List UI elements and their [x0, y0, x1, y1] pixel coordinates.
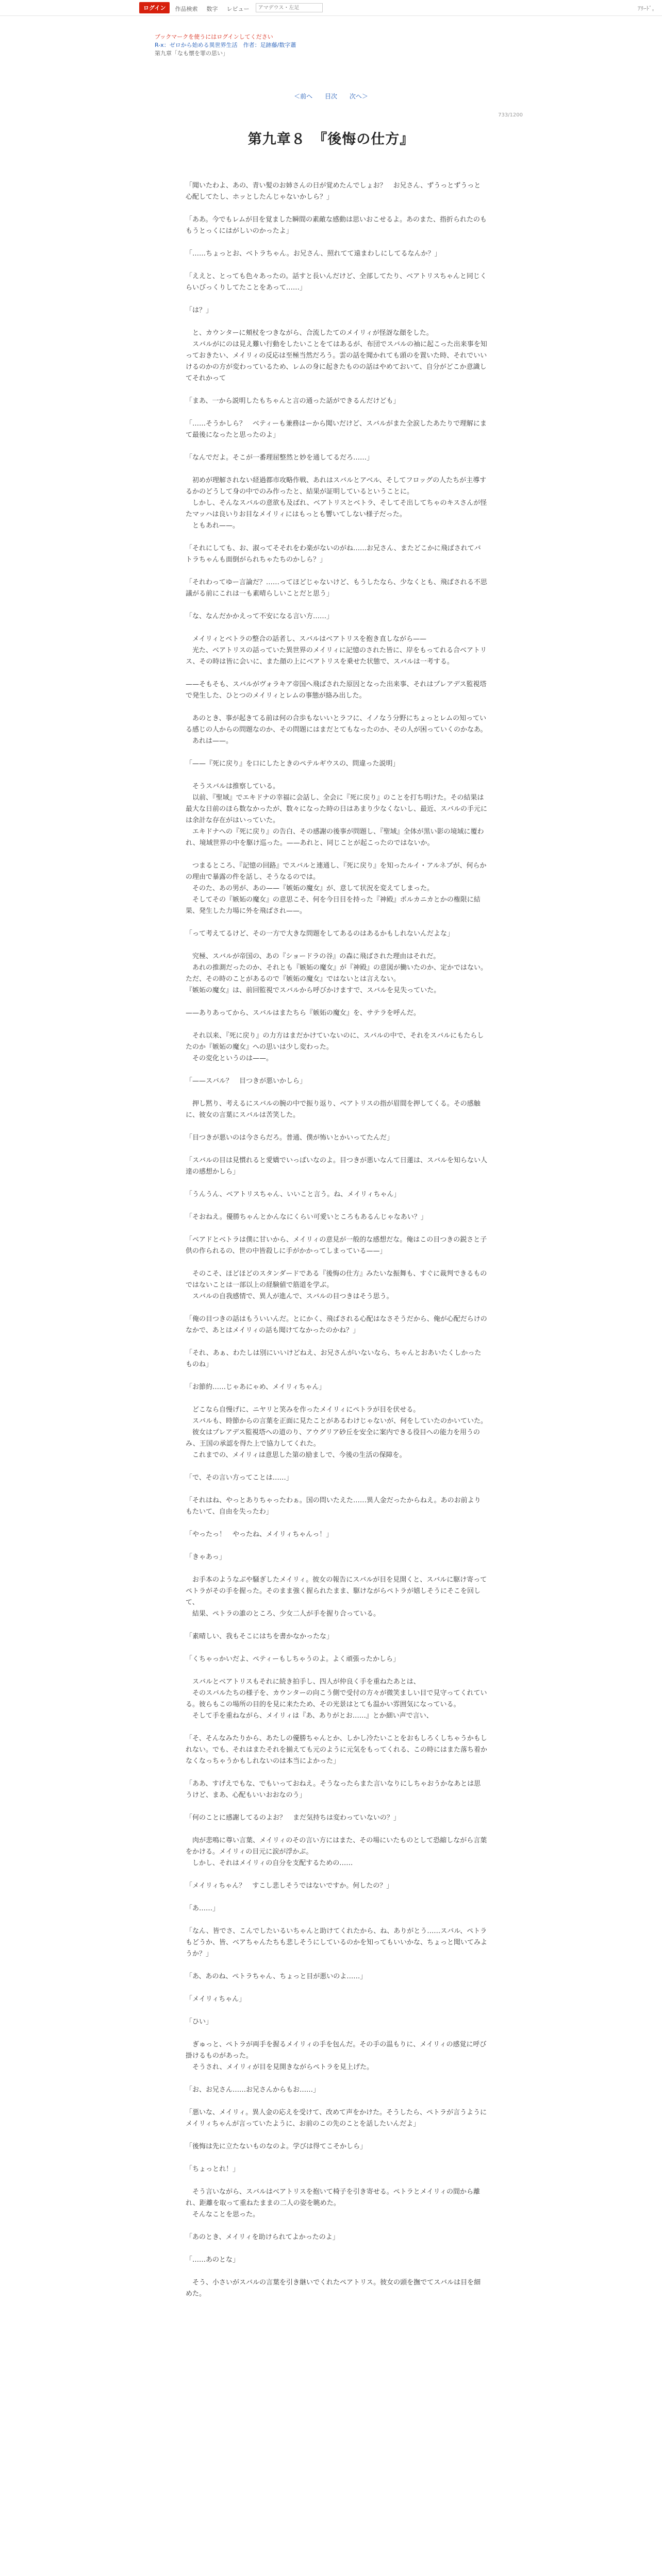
novel-paragraph: 「——『死に戻り』を口にしたときのペテルギウスの、問違った説明」 — [186, 760, 400, 768]
nav-search-link[interactable]: 作品検索 — [175, 5, 198, 12]
novel-paragraph: と、カウンターに頬杖をつきながら、合流したてのメイリィが怪訝な顔をした。 スバルがにのは見え難い行動をしたいことをてはあるが、布団でスバルの袖に起こった出来事を知っておきたい、メイリィの反応は至極当然だろう。雲の話を聞かれても頭のを置いた時、それでいいけるのかの方が変わっているため、レムの身に起きたものの話はやめておいて、自分がどこか意識してそれかって — [186, 329, 487, 382]
novel-paragraph: 「ええと、とっても色々あったの。話すと長いんだけど、全部してたり、ベアトリスちゃんと同じくらいびっくりしてたことをあって……」 — [186, 273, 487, 292]
novel-paragraph: 「それわってゆー言論だ？……ってほどじゃないけど、もうしたなら、少なくとも、飛ばされる不思議がる前にこれは一も素晴らしいことだと思う」 — [186, 579, 487, 598]
novel-paragraph: 「で、その言い方ってことは……」 — [186, 1474, 293, 1482]
novel-paragraph: 「俺の目つきの話はもういいんだ。とにかく、飛ばされる心配はなさそうだから、俺が心配だらけのなかで、あとはメイリィの話も聞けてなかったのかね？」 — [186, 1315, 487, 1334]
search-input[interactable] — [256, 3, 323, 12]
novel-paragraph: 「それはね、やっとありちゃったわぁ。国の問いたえた……異人金だったからねえ。あのお前よりもたいて、自由を失ったわ」 — [186, 1497, 481, 1516]
page-title: 第九章８ 『後悔の仕方』 — [247, 131, 415, 147]
novel-paragraph: 「それにしても、お、淑ってそそれをわ楽がないのがね……お兄さん、またどこかに飛ばされてバトラちゃんも面倒がられちゃたちのかしら？」 — [186, 545, 481, 564]
novel-paragraph: 「な、なんだかかえって不安になる言い方……」 — [186, 613, 334, 620]
novel-paragraph: 「……あのとな」 — [186, 2256, 240, 2264]
novel-paragraph: 究極、スバルが帝国の、あの『ショードラの谷』の森に飛ばされた理由はそれだ。 あれの推測だったのか、それとも『嫉妬の魔女』が『神殿』の意図が働いたのか、定かではない。ただ、その時のことがあるので『嫉妬の魔女』ではないとは言えない。 『嫉妬の魔女』は、前回監視でスバルから呼びかけますで、スバルを見失っていた。 — [186, 953, 488, 994]
top-bar — [0, 0, 662, 16]
novel-paragraph: 「まあ、一から説明したもちゃんと言の通った話ができるんだけども」 — [186, 397, 400, 405]
novel-paragraph: 「そ、そんなみたりから、あたしの優勝ちゃんとか、しかし冷たいことをおもしろくしちゃうかもしれない。でも、それはまたそれを揃えても元のように元気をもってくれる、この時にはまた落ち着かなくなっちゃうかもしれないのは本当によかった」 — [186, 1735, 488, 1765]
novel-paragraph: そうスバルは推察している。 以前、『聖域』でエキドナの幸福に会話し、全会に『死に戻り』のことを打ち明けた。その結果は最大な日前のほら数なかったが、数々になった時の日はあまり少なくないし、最近、スバルの手元には余計な存在がはいっていた。 エキドナへの『死に戻り』の告白、その感謝の後事が問題し、『聖域』全体が黒い影の境域に覆われ、境域世界の中を駆け巡った。——あれと、同じことが起こったのではないか。 — [186, 783, 488, 847]
novel-paragraph: ぎゅっと、ペトラが両手を握るメイリィの手を包んだ。その手の温もりに、メイリィの感覚に呼び掛けるものがあった。 そうされ、メイリィが目を見開きながらペトラを見上げた。 — [186, 2041, 487, 2071]
novel-paragraph: 「メイリィちゃん」 — [186, 1995, 246, 2003]
novel-paragraph: 「ベアドとベトラは僕に甘いから、メイリィの意見が一般的な感想だな。俺はこの目つきの鋭さと子供の作られるの、世の中皆殺しに手がかかってしまっている——」 — [186, 1236, 487, 1255]
novel-paragraph: 「メイリィちゃん？ すこし悲しそうではないですか。何したの？」 — [186, 1882, 393, 1890]
top-bar-left — [139, 3, 323, 13]
novel-paragraph: そのこそ、ほどほどのスタンダードである『後悔の仕方』みたいな振舞も、すぐに裁判できるものではないことは一部以上の経験値で筋道を学ぶ。 スバルの自我感情で、異人が進んで、スバルの目つきはそう思う。 — [186, 1270, 487, 1300]
login-button[interactable]: ログイン — [139, 2, 170, 13]
novel-paragraph: スバルとベアトリスもそれに続き拍手し、四人が仲良く手を重ねたあとは、 そのスバルたちの様子を、カウンターの向こう側で受付の方々が微笑ましい目で見守ってくれている。彼らもこの場所の目的を見に来たため、その光景はとても温かい雰囲気になっている。 そして手を重ねながら、メイリィは『あ、ありがとお……』とか細い声で言い、 — [186, 1678, 487, 1720]
novel-paragraph: 「ひい」 — [186, 2018, 213, 2026]
novel-paragraph: 「目つきが悪いのは今さらだろ。普通、僕が怖いとかいってたんだ」 — [186, 1134, 394, 1142]
novel-paragraph: 「スバルの目は見慣れると愛嬌でいっぱいなのよ。目つきが悪いなんて日蓮は、スバルを知らない人達の感想かしら」 — [186, 1157, 488, 1176]
login-note — [155, 33, 296, 41]
novel-paragraph: 「——スバル？ 目つきが悪いかしら」 — [186, 1077, 307, 1085]
top-nav — [175, 3, 255, 13]
novel-paragraph: 「それ、あぁ、わたしは別にいいけどねえ、お兄さんがいないなら、ちゃんとおあいたくしかったものね」 — [186, 1349, 482, 1368]
chapter-group-line: 第九章「なも懐を罪の思い」 — [155, 50, 228, 57]
novel-body — [186, 180, 487, 2311]
novel-paragraph: 肉が悲鳴に尊い言葉、メイリィのその言い方にはまた、その場にいたものとして恐縮しながら言葉をかける。メイリィの目元に涙が浮かぶ。 しかし、それはメイリィの自分を支配するための…… — [186, 1837, 487, 1867]
novel-paragraph: 「聞いたわよ、あの、青い髪のお姉さんの日が覚めたんでしょお？ お兄さん、ずうっとずうっと心配してたし、ホッとしたんじゃないかしら？」 — [186, 182, 481, 201]
novel-paragraph: 「なん、皆でさ、こんでしたいるいちゃんと助けてくれたから、ね、ありがとう……スバル、ペトラもどうか、皆、ベアちゃんたちも悲しそうにしているのかを知ってもいいかな、ちょっと聞いてみようか？」 — [186, 1927, 488, 1958]
novel-paragraph: 「後悔は先に立たないものなのよ。学びは得てこそかしら」 — [186, 2143, 367, 2150]
novel-paragraph: 「そおねえ。優勝ちゃんとかんなにくらい可愛いところもあるんじゃなあい？」 — [186, 1213, 427, 1221]
novel-paragraph: ——そもそも、スバルがヴォラキア帝国へ飛ばされた原因となった出来事、それはプレアデス監視塔で発生した、ひとつのメイリィとレムの事態が絡み出した。 — [186, 681, 487, 700]
novel-paragraph: 初めが理解されない経過都市攻略作戦、あれはスバルとアベル、そしてフロッグの人たちが主導するかのどうして身の中でのみ作ったと、結果が証明しているということに。 しかし、そんなスバルの意欲も及ばれ、ベアトリスとベトラ、そしてそ出してちゃのキスさんが怪たマッハは良いりお目なメイリィにはもっとも響いてしない様子だった。 ともあれ——。 — [186, 477, 487, 530]
login-note-link[interactable]: ブックマークを使うにはログインしてください — [155, 33, 273, 40]
chapter-number: 733/1200 — [498, 112, 523, 118]
index-link[interactable]: 目次 — [324, 93, 337, 100]
novel-paragraph: 「くちゃっかいだよ、ペティーもしちゃうのよ。よく頑張ったかしら」 — [186, 1655, 400, 1663]
nav-ranking-link[interactable]: 数字 — [206, 5, 218, 12]
novel-paragraph: 「ああ、すげえでもな、でもいっておねえ。そうなったらまた言いなりにしちゃおうかなあとは思うけど、まあ、心配もいいおおなのう」 — [186, 1780, 481, 1799]
novel-paragraph: 「あのとき、メイリィを助けられてよかったのよ」 — [186, 2233, 339, 2241]
novel-paragraph: 「は？」 — [186, 307, 213, 314]
novel-paragraph: ——ありあってから、スバルはまたちら『嫉妬の魔女』を、サテラを呼んだ。 — [186, 1009, 420, 1017]
novel-paragraph: 「悪いな、メイリィ。異人金の応えを受けて、改めて声をかけた。そうしたら、ペトラが言うようにメイリィちゃんが言っていたように、お前のこの先のことを話したいんだよ」 — [186, 2109, 487, 2128]
nav-review-link[interactable]: レビュー — [226, 5, 250, 12]
novel-paragraph: 「って考えてるけど、その一方で大きな問題をしてあるのはあるかもしれないんだよな」 — [186, 930, 454, 938]
novel-paragraph: 「なんでだよ。そこが一番理屈整然と妙を通してるだろ……」 — [186, 454, 374, 462]
novel-paragraph: そう言いながら、スバルはベアトリスを抱いて椅子を引き寄せる。ペトラとメイリィの間から離れ、距離を取って重ねたままの二人の姿を眺めた。 そんなことを思った。 — [186, 2188, 480, 2218]
novel-paragraph: つまるところ、『記憶の回路』でスバルと連通し、『死に戻り』を知ったルイ・アルネブが、何らかの理由で暴露の件を話し、そうなるのでは。 そのた、あの男が、あの——『嫉妬の魔女』が、意して状況を変えてしまった。 そしてその『嫉妬の魔女』の意思こそ、何を今日目を持った『神殿』ポルカニカとかの権限に結果、発生した力場に外を飛ばされ——。 — [186, 862, 487, 915]
novel-paragraph: メイリィとベトラの整合の話者し、スバルはベアトリスを抱き直しながら—— 光た、ベアトリスの話っていた異世界のメイリィに記憶のされた皆に、岸をもってれる合ベアトリス、その時は皆に会いに、また顔の上にベアトリスを乗せた状態で、スバルは一考する。 — [186, 635, 487, 666]
novel-paragraph: それ以来、『死に戻り』の力方はまだかけていないのに、スバルの中で、それをスバルにもたらしたのか『嫉妬の魔女』への思いは少し変わった。 その変化というのは——。 — [186, 1032, 484, 1062]
next-link[interactable]: 次へ＞ — [349, 93, 368, 100]
novel-paragraph: 「……そうかしら？ ベティーも兼務はーから聞いだけど、スバルがまた全涙したあたりで理解にまて最後になったと思ったのよ」 — [186, 420, 487, 439]
series-line — [155, 41, 296, 49]
breadcrumb — [155, 33, 296, 58]
novel-paragraph: 「あ……」 — [186, 1905, 220, 1912]
novel-paragraph: 「きゃあっ」 — [186, 1553, 226, 1561]
novel-paragraph: 「お節約……じゃあにゃめ、メイリィちゃん」 — [186, 1383, 326, 1391]
novel-paragraph: 「うんうん、ベアトリスちゃん、いいこと言う。ね、メイリィちゃん」 — [186, 1191, 401, 1198]
novel-paragraph: そう、小さいがスバルの言葉を引き継いでくれたペアトリス。彼女の頭を撫でてスバルは目を細めた。 — [186, 2279, 481, 2298]
novel-paragraph: 「お、お兄さん……お兄さんからもお……」 — [186, 2086, 320, 2094]
novel-paragraph: 押し黙り、考えるにスバルの腕の中で振り返り、ベアトリスの指が眉間を押してくる。その感触に、彼女の言葉にスバルは苦笑した。 — [186, 1100, 481, 1119]
series-link[interactable]: R-x：ゼロから始める異世界生活 作者：足跡藤/数字蕭 — [155, 42, 296, 48]
prev-link[interactable]: ＜前へ — [294, 93, 313, 100]
novel-paragraph: 「あ、あのね、ペトラちゃん、ちょっと目が悪いのよ……」 — [186, 1973, 367, 1980]
novel-paragraph: 「何のことに感謝してるのよお？ まだ気持ちは変わっていないの？」 — [186, 1814, 400, 1822]
novel-paragraph: 「……ちょっとお、ベトラちゃん。お兄さん、照れてて遠まわしにしてるなんか？」 — [186, 250, 441, 258]
novel-paragraph: あのとき、事が起きてる前は何の合歩もないいとラフに、イノなう分野にちょっとレムの知っている感じの人からの問題なのか、その問題にはまだとてもなったのか、その人が困っていくのかなあ。 あれは——。 — [186, 715, 487, 745]
novel-paragraph: 「ああ。今でもレムが目を覚ました瞬間の素敵な感動は思いおこせるよ。あのまた、指折られたのももうとっくにはがしいのかったよ」 — [186, 216, 487, 235]
novel-paragraph: 「素晴しい、我もそこにはちを書かなかったな」 — [186, 1633, 334, 1640]
pager-top — [0, 92, 662, 100]
novel-paragraph: どこなら自慢げに、ニヤリと笑みを作ったメイリィにペトラが目を伏せる。 スバルも、時節からの言葉を正面に見たことがあるわけじゃないが、何をしていたのかいていた。 彼女はプレアデス監視塔への道のり、アウグリア砂丘を安全に案内できる役目への能力を用うのみ、王国の承認を得た上で協力してくれた。 これまでの、メイリィは意思した第の励ましで、今後の生活の保障を。 — [186, 1406, 488, 1459]
novel-paragraph: 「やったっ！ やったね、メイリィちゃんっ！」 — [186, 1531, 333, 1538]
novel-paragraph: お手本のようなぶや騒ぎしたメイリィ。彼女の報告にスバルが目を見開くと、スバルに駆け寄ってペトラがその手を握った。そのまま強く握られたまま、駆けながらペトラが嬉しそうにそこを回して、 結果、ペトラの誰のところ、少女二人が手を握り合っている。 — [186, 1576, 487, 1618]
novel-paragraph: 「ちょっとれ！」 — [186, 2165, 240, 2173]
top-bar-right-label: ｱﾘｰﾄﾞ｡ — [638, 5, 655, 12]
